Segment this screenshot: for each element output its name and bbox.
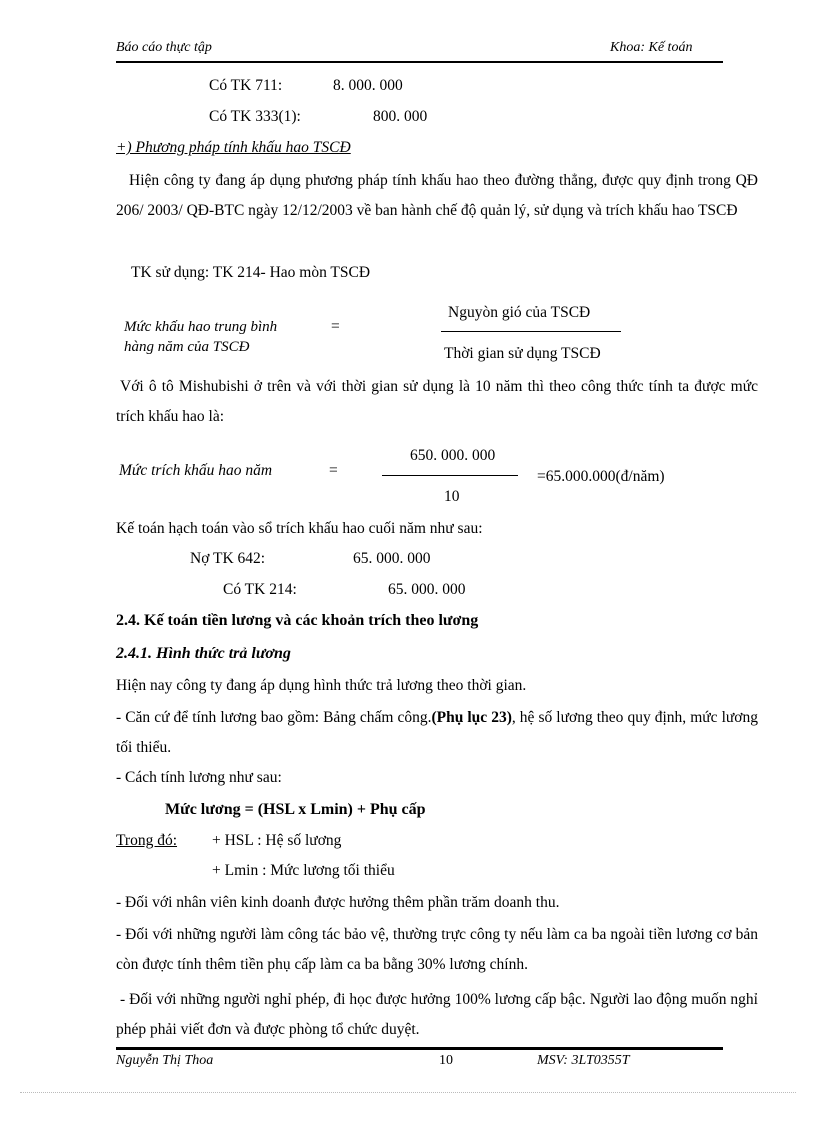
formula2-fraction-bar bbox=[382, 475, 518, 476]
formula1-equals: = bbox=[331, 318, 340, 335]
entry-credit-711-account: Có TK 711: bbox=[209, 77, 283, 94]
entry-debit-642-amount: 65. 000. 000 bbox=[353, 550, 431, 567]
entry-credit-214-account: Có TK 214: bbox=[223, 581, 297, 598]
example-paragraph: Với ô tô Mishubishi ở trên và với thời gian sử dụng là 10 năm thì theo công thức tính ta được mức trích khấu hao là: bbox=[116, 378, 758, 425]
page-bottom-dotted-line bbox=[20, 1092, 796, 1093]
entry-debit-642-account: Nợ TK 642: bbox=[190, 550, 266, 567]
salary-basis-paragraph bbox=[116, 703, 758, 763]
footer-author: Nguyễn Thị Thoa bbox=[116, 1053, 214, 1068]
entry-credit-214-amount: 65. 000. 000 bbox=[388, 581, 466, 598]
salary-bullet2: - Đối với những người làm công tác bảo vệ, thường trực công ty nếu làm ca ba ngoài tiền lương cơ bản còn được tính thêm tiền phụ cấp làm ca ba bằng 30% lương chính. bbox=[116, 926, 758, 973]
formula2-lhs: Mức trích khấu hao năm bbox=[119, 462, 273, 479]
salary-bullet3: - Đối với những người nghỉ phép, đi học được hưởng 100% lương cấp bậc. Người lao động muốn nghỉ phép phải viết đơn và được phòng tổ chức duyệt. bbox=[116, 991, 758, 1038]
salary-basis-post: , hệ số lương theo quy định, mức lương tối thiểu. bbox=[116, 709, 758, 756]
formula1-fraction-bar bbox=[441, 331, 621, 332]
header-left: Báo cáo thực tập bbox=[116, 40, 212, 55]
depreciation-heading: +) Phương pháp tính khấu hao TSCĐ bbox=[116, 139, 351, 156]
where-item-lmin: + Lmin : Mức lương tối thiểu bbox=[212, 862, 395, 879]
formula1-numerator: Nguyòn gió của TSCĐ bbox=[448, 304, 591, 321]
formula2-result: =65.000.000(đ/năm) bbox=[537, 468, 665, 485]
formula1-lhs-line1: Mức khấu hao trung bình bbox=[124, 319, 278, 335]
entry-credit-711-amount: 8. 000. 000 bbox=[333, 77, 403, 94]
salary-bullet1: - Đối với nhân viên kinh doanh được hưởng thêm phần trăm doanh thu. bbox=[116, 894, 560, 911]
salary-line1: Hiện nay công ty đang áp dụng hình thức trả lương theo thời gian. bbox=[116, 677, 527, 694]
formula2-numerator: 650. 000. 000 bbox=[410, 447, 496, 464]
footer-rule bbox=[116, 1047, 723, 1050]
salary-subheading: 2.4.1. Hình thức trả lương bbox=[116, 645, 291, 662]
account-used: TK sử dụng: TK 214- Hao mòn TSCĐ bbox=[131, 264, 371, 281]
formula2-equals: = bbox=[329, 462, 338, 479]
where-item-hsl: + HSL : Hệ số lương bbox=[212, 832, 342, 849]
salary-section-heading: 2.4. Kế toán tiền lương và các khoản trích theo lương bbox=[116, 612, 479, 629]
salary-method: - Cách tính lương như sau: bbox=[116, 769, 282, 786]
salary-basis-pre: - Căn cứ để tính lương bao gồm: Bảng chấm công. bbox=[116, 709, 432, 726]
footer-student-id: MSV: 3LT0355T bbox=[537, 1053, 630, 1068]
formula1-denominator: Thời gian sử dụng TSCĐ bbox=[444, 345, 601, 362]
depreciation-paragraph: Hiện công ty đang áp dụng phương pháp tính khấu hao theo đường thẳng, được quy định trong QĐ 206/ 2003/ QĐ-BTC ngày 12/12/2003 về ban hành chế độ quản lý, sử dụng và trích khấu hao TSCĐ bbox=[116, 172, 758, 219]
header-right: Khoa: Kế toán bbox=[610, 40, 693, 55]
appendix-ref: (Phụ lục 23) bbox=[431, 709, 512, 726]
header-rule bbox=[116, 61, 723, 63]
salary-formula: Mức lương = (HSL x Lmin) + Phụ cấp bbox=[165, 801, 426, 818]
entry-credit-333-amount: 800. 000 bbox=[373, 108, 428, 125]
formula1-lhs-line2: hàng năm của TSCĐ bbox=[124, 339, 250, 355]
footer-page-number: 10 bbox=[439, 1053, 453, 1068]
entry-intro: Kế toán hạch toán vào sổ trích khấu hao cuối năm như sau: bbox=[116, 520, 483, 537]
where-label: Trong đó: bbox=[116, 832, 178, 849]
formula2-denominator: 10 bbox=[444, 488, 460, 505]
entry-credit-333-account: Có TK 333(1): bbox=[209, 108, 301, 125]
